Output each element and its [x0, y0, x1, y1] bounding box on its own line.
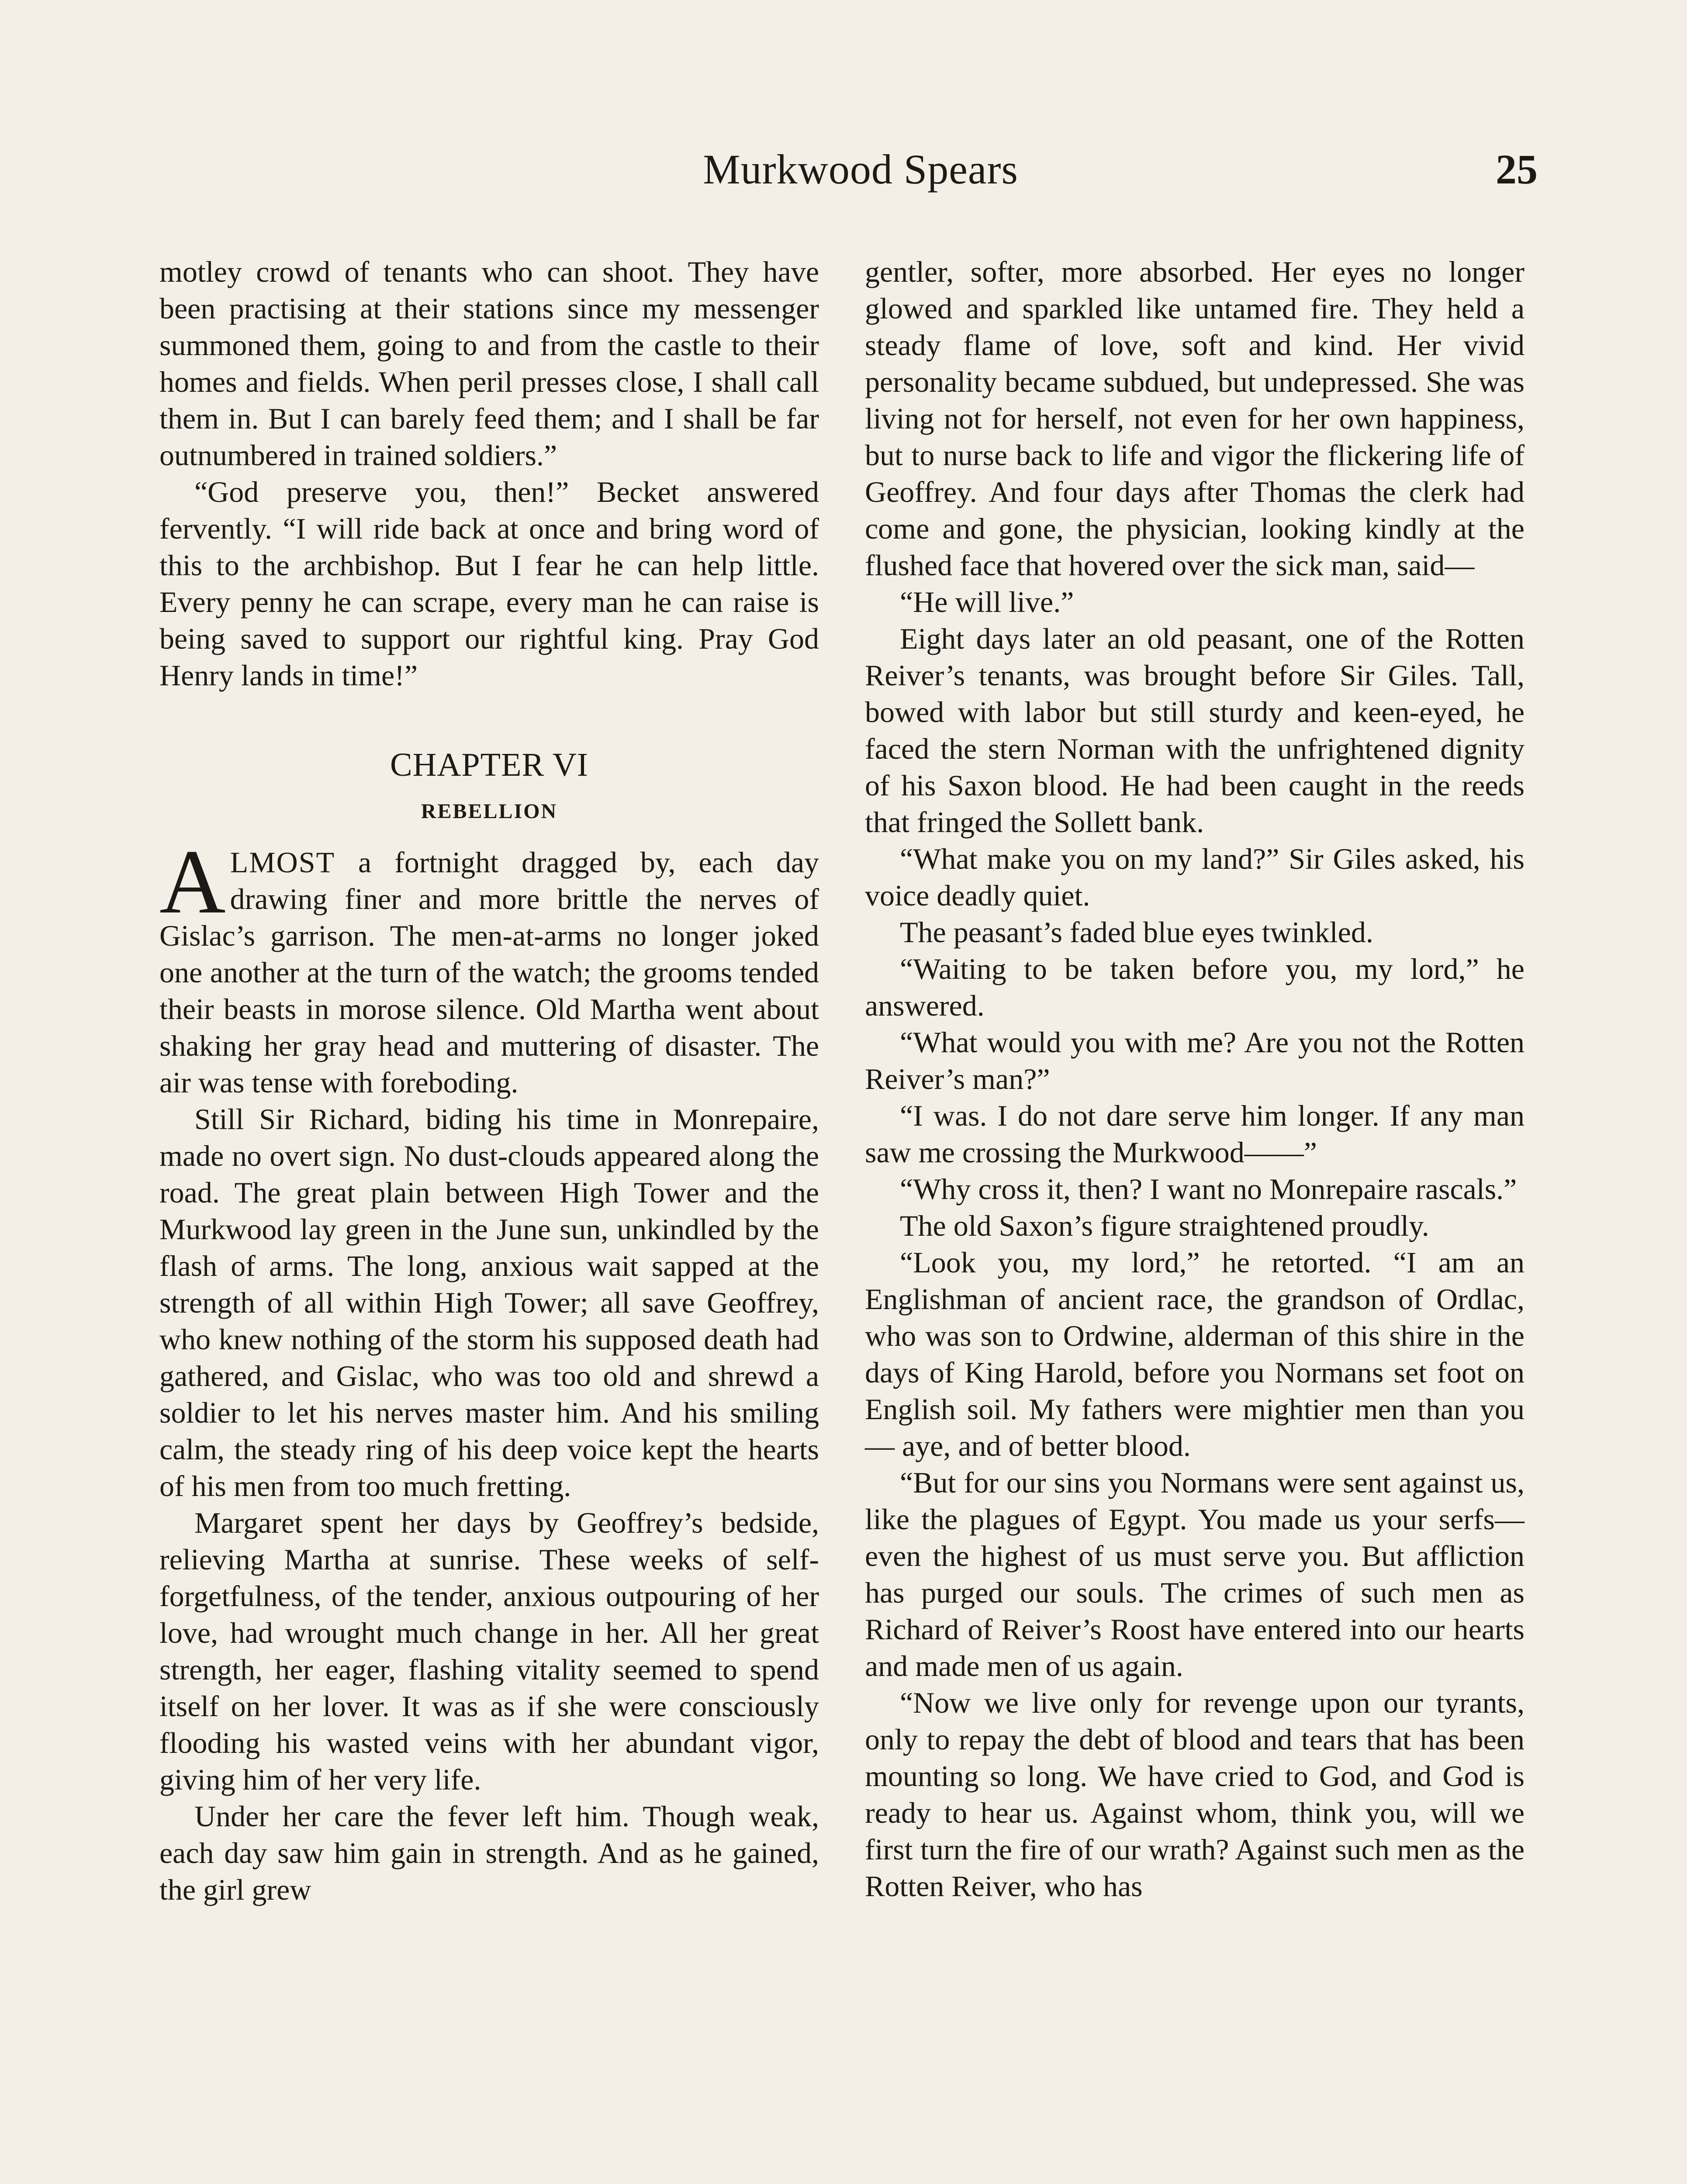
page-number: 25 — [1496, 146, 1538, 193]
right-column — [865, 253, 1525, 1904]
paragraph: Under her care the fever left him. Though weak, each day saw him gain in strength. And as he gained, the girl grew — [159, 1799, 819, 1906]
paragraph: “I was. I do not dare serve him longer. If any man saw me crossing the Murkwood——” — [865, 1099, 1525, 1169]
opening-smallcaps: LMOST — [230, 845, 335, 879]
paragraph: “What would you with me? Are you not the Rotten Reiver’s man?” — [865, 1026, 1525, 1095]
paragraph: “God preserve you, then!” Becket answered fervently. “I will ride back at once and bring word of this to the archbishop. But I fear he can help little. Every penny he can scrape, every man he can raise is being saved to support our rightful king. Pray God Henry lands in time!” — [159, 475, 819, 692]
paragraph: Margaret spent her days by Geoffrey’s bedside, relieving Martha at sunrise. These weeks of self-forgetfulness, of the tender, anxious outpouring of her love, had wrought much change in her. All her great strength, her eager, flashing vitality seemed to spend itself on her lover. It was as if she were consciously flooding his wasted veins with her abundant vigor, giving him of her very life. — [159, 1506, 819, 1796]
paragraph: “Now we live only for revenge upon our tyrants, only to repay the debt of blood and tears that has been mounting so long. We have cried to God, and God is ready to hear us. Against whom, think you, will we first turn the fire of our wrath? Against such men as the Rotten Reiver, who has — [865, 1686, 1525, 1903]
left-column — [159, 253, 819, 1908]
paragraph: “What make you on my land?” Sir Giles asked, his voice deadly quiet. — [865, 842, 1525, 912]
paragraph: “He will live.” — [900, 585, 1074, 619]
paragraph: gentler, softer, more absorbed. Her eyes no longer glowed and sparkled like untamed fire. They held a steady flame of love, soft and kind. Her vivid personality became subdued, but undepressed. She was living not for herself, not even for her own happiness, but to nurse back to life and vigor the flickering life of Geoffrey. And four days after Thomas the clerk had come and gone, the physician, looking kindly at the flushed face that hovered over the sick man, said— — [865, 255, 1525, 582]
paragraph: “Look you, my lord,” he retorted. “I am an Englishman of ancient race, the grandson of Ordlac, who was son to Ordwine, alderman of this shire in the days of King Harold, before you Normans set foot on English soil. My fathers were mightier men than you — aye, and of better blood. — [865, 1246, 1525, 1462]
drop-cap: A — [159, 831, 226, 933]
paragraph: The old Saxon’s figure straightened proudly. — [900, 1209, 1429, 1242]
paragraph: The peasant’s faded blue eyes twinkled. — [900, 916, 1373, 949]
paragraph: “Waiting to be taken before you, my lord,” he answered. — [865, 952, 1525, 1022]
chapter-opening-paragraph — [159, 831, 819, 1101]
paragraph: motley crowd of tenants who can shoot. They have been practising at their stations since my messenger summoned them, going to and from the castle to their homes and fields. When peril presses close, I shall call them in. But I can barely feed them; and I shall be far outnumbered in trained soldiers.” — [159, 255, 819, 472]
paragraph: Eight days later an old peasant, one of the Rotten Reiver’s tenants, was brought before Sir Giles. Tall, bowed with labor but still sturdy and keen-eyed, he faced the stern Norman with the unfrightened dignity of his Saxon blood. He had been caught in the reeds that fringed the Sollett bank. — [865, 622, 1525, 839]
chapter-heading: CHAPTER VI — [390, 746, 589, 783]
opening-text: a fortnight dragged by, each day drawing finer and more brittle the nerves of Gislac’s garrison. The men-at-arms no longer joked one another at the turn of the watch; the grooms tended their beasts in morose silence. Old Martha went about shaking her gray head and muttering of disaster. The air was tense with foreboding. — [159, 845, 819, 1099]
paragraph: “But for our sins you Normans were sent against us, like the plagues of Egypt. You made us your serfs—even the highest of us must serve you. But affliction has purged our souls. The crimes of such men as Richard of Reiver’s Roost have entered into our hearts and made men of us again. — [865, 1466, 1525, 1683]
page-header-title: Murkwood Spears — [703, 146, 1018, 193]
paragraph: “Why cross it, then? I want no Monrepaire rascals.” — [900, 1172, 1517, 1206]
section-title: REBELLION — [421, 799, 558, 823]
paragraph: Still Sir Richard, biding his time in Monrepaire, made no overt sign. No dust-clouds appeared along the road. The great plain between High Tower and the Murkwood lay green in the June sun, unkindled by the flash of arms. The long, anxious wait sapped at the strength of all within High Tower; all save Geoffrey, who knew nothing of the storm his supposed death had gathered, and Gislac, who was too old and shrewd a soldier to let his nerves master him. And his smiling calm, the steady ring of his deep voice kept the hearts of his men from too much fretting. — [159, 1102, 819, 1503]
